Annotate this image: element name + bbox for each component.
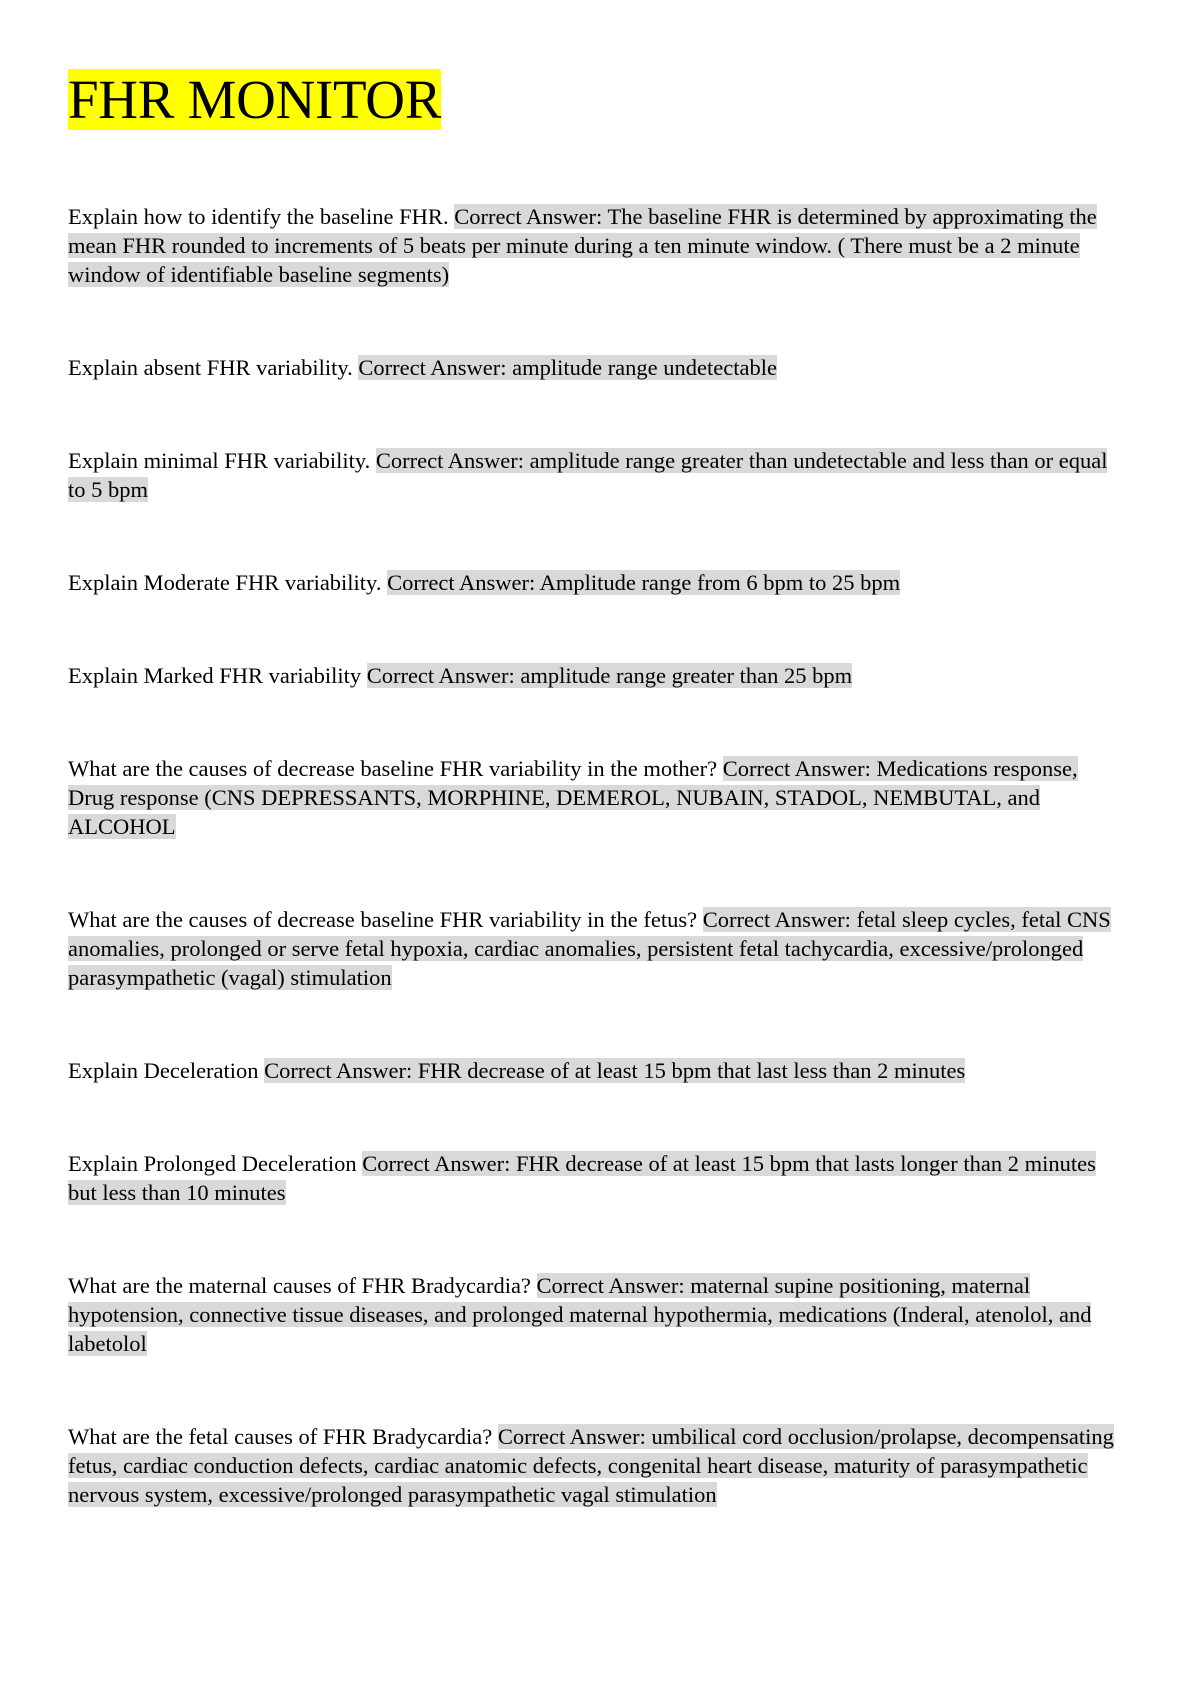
qa-item (68, 446, 1118, 504)
answer-text: Correct Answer: FHR decrease of at least 15 bpm that lasts longer than 2 minutes but less than 10 minutes (68, 1151, 1096, 1205)
qa-item (68, 353, 1118, 382)
answer-text: Correct Answer: Amplitude range from 6 bpm to 25 bpm (387, 570, 901, 595)
question-text: What are the causes of decrease baseline FHR variability in the fetus? (68, 907, 703, 932)
answer-text: Correct Answer: The baseline FHR is determined by approximating the mean FHR rounded to increments of 5 beats per minute during a ten minute window. ( There must be a 2 minute window of identifiable baseline segments) (68, 204, 1097, 287)
qa-item (68, 1056, 1118, 1085)
qa-item (68, 754, 1118, 841)
answer-text: Correct Answer: Medications response, Drug response (CNS DEPRESSANTS, MORPHINE, DEMEROL, NUBAIN, STADOL, NEMBUTAL, and ALCOHOL (68, 756, 1078, 839)
answer-text: Correct Answer: fetal sleep cycles, fetal CNS anomalies, prolonged or serve fetal hypoxia, cardiac anomalies, persistent fetal tachycardia, excessive/prolonged parasympathetic (vagal) stimulation (68, 907, 1111, 990)
answer-text: Correct Answer: amplitude range greater than 25 bpm (366, 663, 853, 688)
question-text: Explain how to identify the baseline FHR. (68, 204, 455, 229)
question-text: What are the causes of decrease baseline FHR variability in the mother? (68, 756, 723, 781)
answer-text: Correct Answer: amplitude range greater than undetectable and less than or equal to 5 bpm (68, 448, 1108, 502)
page-title: FHR MONITOR (68, 69, 442, 130)
answer-text: Correct Answer: amplitude range undetectable (358, 355, 777, 380)
qa-item (68, 568, 1118, 597)
document-page (68, 68, 1123, 1573)
title-block (68, 68, 1123, 132)
question-text: Explain Prolonged Deceleration (68, 1151, 363, 1176)
answer-text: Correct Answer: umbilical cord occlusion/prolapse, decompensating fetus, cardiac conduction defects, cardiac anatomic defects, congenital heart disease, maturity of parasympathetic nervous system, excessive/prolonged parasympathetic vagal stimulation (68, 1424, 1114, 1507)
question-text: What are the fetal causes of FHR Bradycardia? (68, 1424, 498, 1449)
question-text: Explain Marked FHR variability (68, 663, 367, 688)
question-text: Explain Moderate FHR variability. (68, 570, 388, 595)
qa-item (68, 1422, 1118, 1509)
qa-item (68, 1149, 1118, 1207)
question-text: Explain Deceleration (68, 1058, 265, 1083)
question-text: Explain minimal FHR variability. (68, 448, 376, 473)
question-text: Explain absent FHR variability. (68, 355, 359, 380)
qa-item (68, 1271, 1118, 1358)
question-text: What are the maternal causes of FHR Bradycardia? (68, 1273, 537, 1298)
qa-item (68, 905, 1118, 992)
qa-item (68, 661, 1118, 690)
qa-item (68, 202, 1118, 289)
answer-text: Correct Answer: maternal supine positioning, maternal hypotension, connective tissue diseases, and prolonged maternal hypothermia, medications (Inderal, atenolol, and labetolol (68, 1273, 1092, 1356)
answer-text: Correct Answer: FHR decrease of at least 15 bpm that last less than 2 minutes (264, 1058, 966, 1083)
